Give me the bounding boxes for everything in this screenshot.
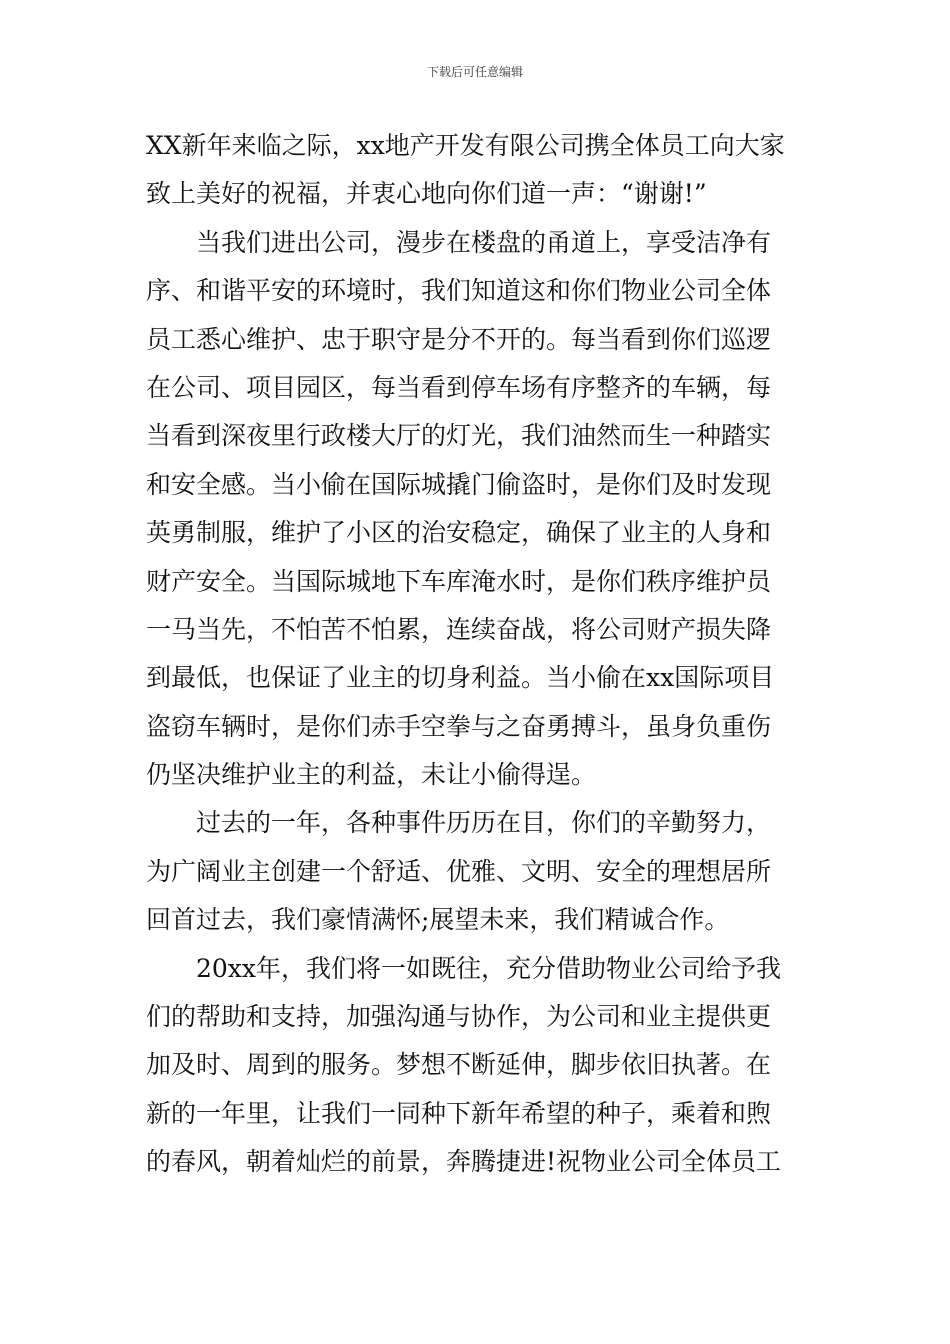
text-line: 到最低，也保证了业主的切身利益。当小偷在xx国际项目 [146, 663, 775, 693]
text-line: 在公司、项目园区，每当看到停车场有序整齐的车辆，每 [146, 372, 772, 402]
text-line: XX新年来临之际，xx地产开发有限公司携全体员工向大家 [146, 131, 785, 160]
text-line: 们的帮助和支持，加强沟通与协作，为公司和业主提供更 [146, 1002, 772, 1032]
text-line: 财产安全。当国际城地下车库淹水时，是你们秩序维护员 [146, 566, 772, 596]
page-header: 下载后可任意编辑 [426, 65, 523, 79]
paragraph-gratitude [146, 223, 806, 804]
paragraph-outlook [146, 949, 806, 1191]
text-line: 英勇制服，维护了小区的治安稳定，确保了业主的人身和 [146, 518, 772, 548]
text-line: 回首过去，我们豪情满怀;展望未来，我们精诚合作。 [146, 905, 730, 935]
text-line: 员工悉心维护、忠于职守是分不开的。每当看到你们巡逻 [146, 324, 772, 354]
text-line: 致上美好的祝福，并衷心地向你们道一声：“谢谢!” [146, 179, 707, 209]
text-line: 过去的一年，各种事件历历在目，你们的辛勤努力， [196, 808, 772, 838]
text-line: 序、和谐平安的环境时，我们知道这和你们物业公司全体 [146, 276, 772, 306]
text-line: 为广阔业主创建一个舒适、优雅、文明、安全的理想居所 [146, 856, 772, 886]
text-line: 20xx年，我们将一如既往，充分借助物业公司给予我 [196, 953, 782, 983]
text-line: 当看到深夜里行政楼大厅的灯光，我们油然而生一种踏实 [146, 421, 772, 451]
text-line: 仍坚决维护业主的利益，未让小偷得逞。 [146, 760, 597, 790]
text-line: 加及时、周到的服务。梦想不断延伸，脚步依旧执著。在 [146, 1050, 772, 1080]
paragraph-review [146, 803, 806, 948]
document-body [146, 126, 806, 1191]
text-line: 一马当先，不怕苦不怕累，连续奋战，将公司财产损失降 [146, 614, 772, 644]
paragraph-greeting [146, 126, 806, 223]
text-line: 新的一年里，让我们一同种下新年希望的种子，乘着和煦 [146, 1098, 772, 1128]
text-line: 的春风，朝着灿烂的前景，奔腾捷进!祝物业公司全体员工 [146, 1147, 782, 1177]
text-line: 当我们进出公司，漫步在楼盘的甬道上，享受洁净有 [196, 227, 772, 257]
text-line: 盗窃车辆时，是你们赤手空拳与之奋勇搏斗，虽身负重伤 [146, 711, 772, 741]
text-line: 和安全感。当小偷在国际城撬门偷盗时，是你们及时发现 [146, 469, 772, 499]
